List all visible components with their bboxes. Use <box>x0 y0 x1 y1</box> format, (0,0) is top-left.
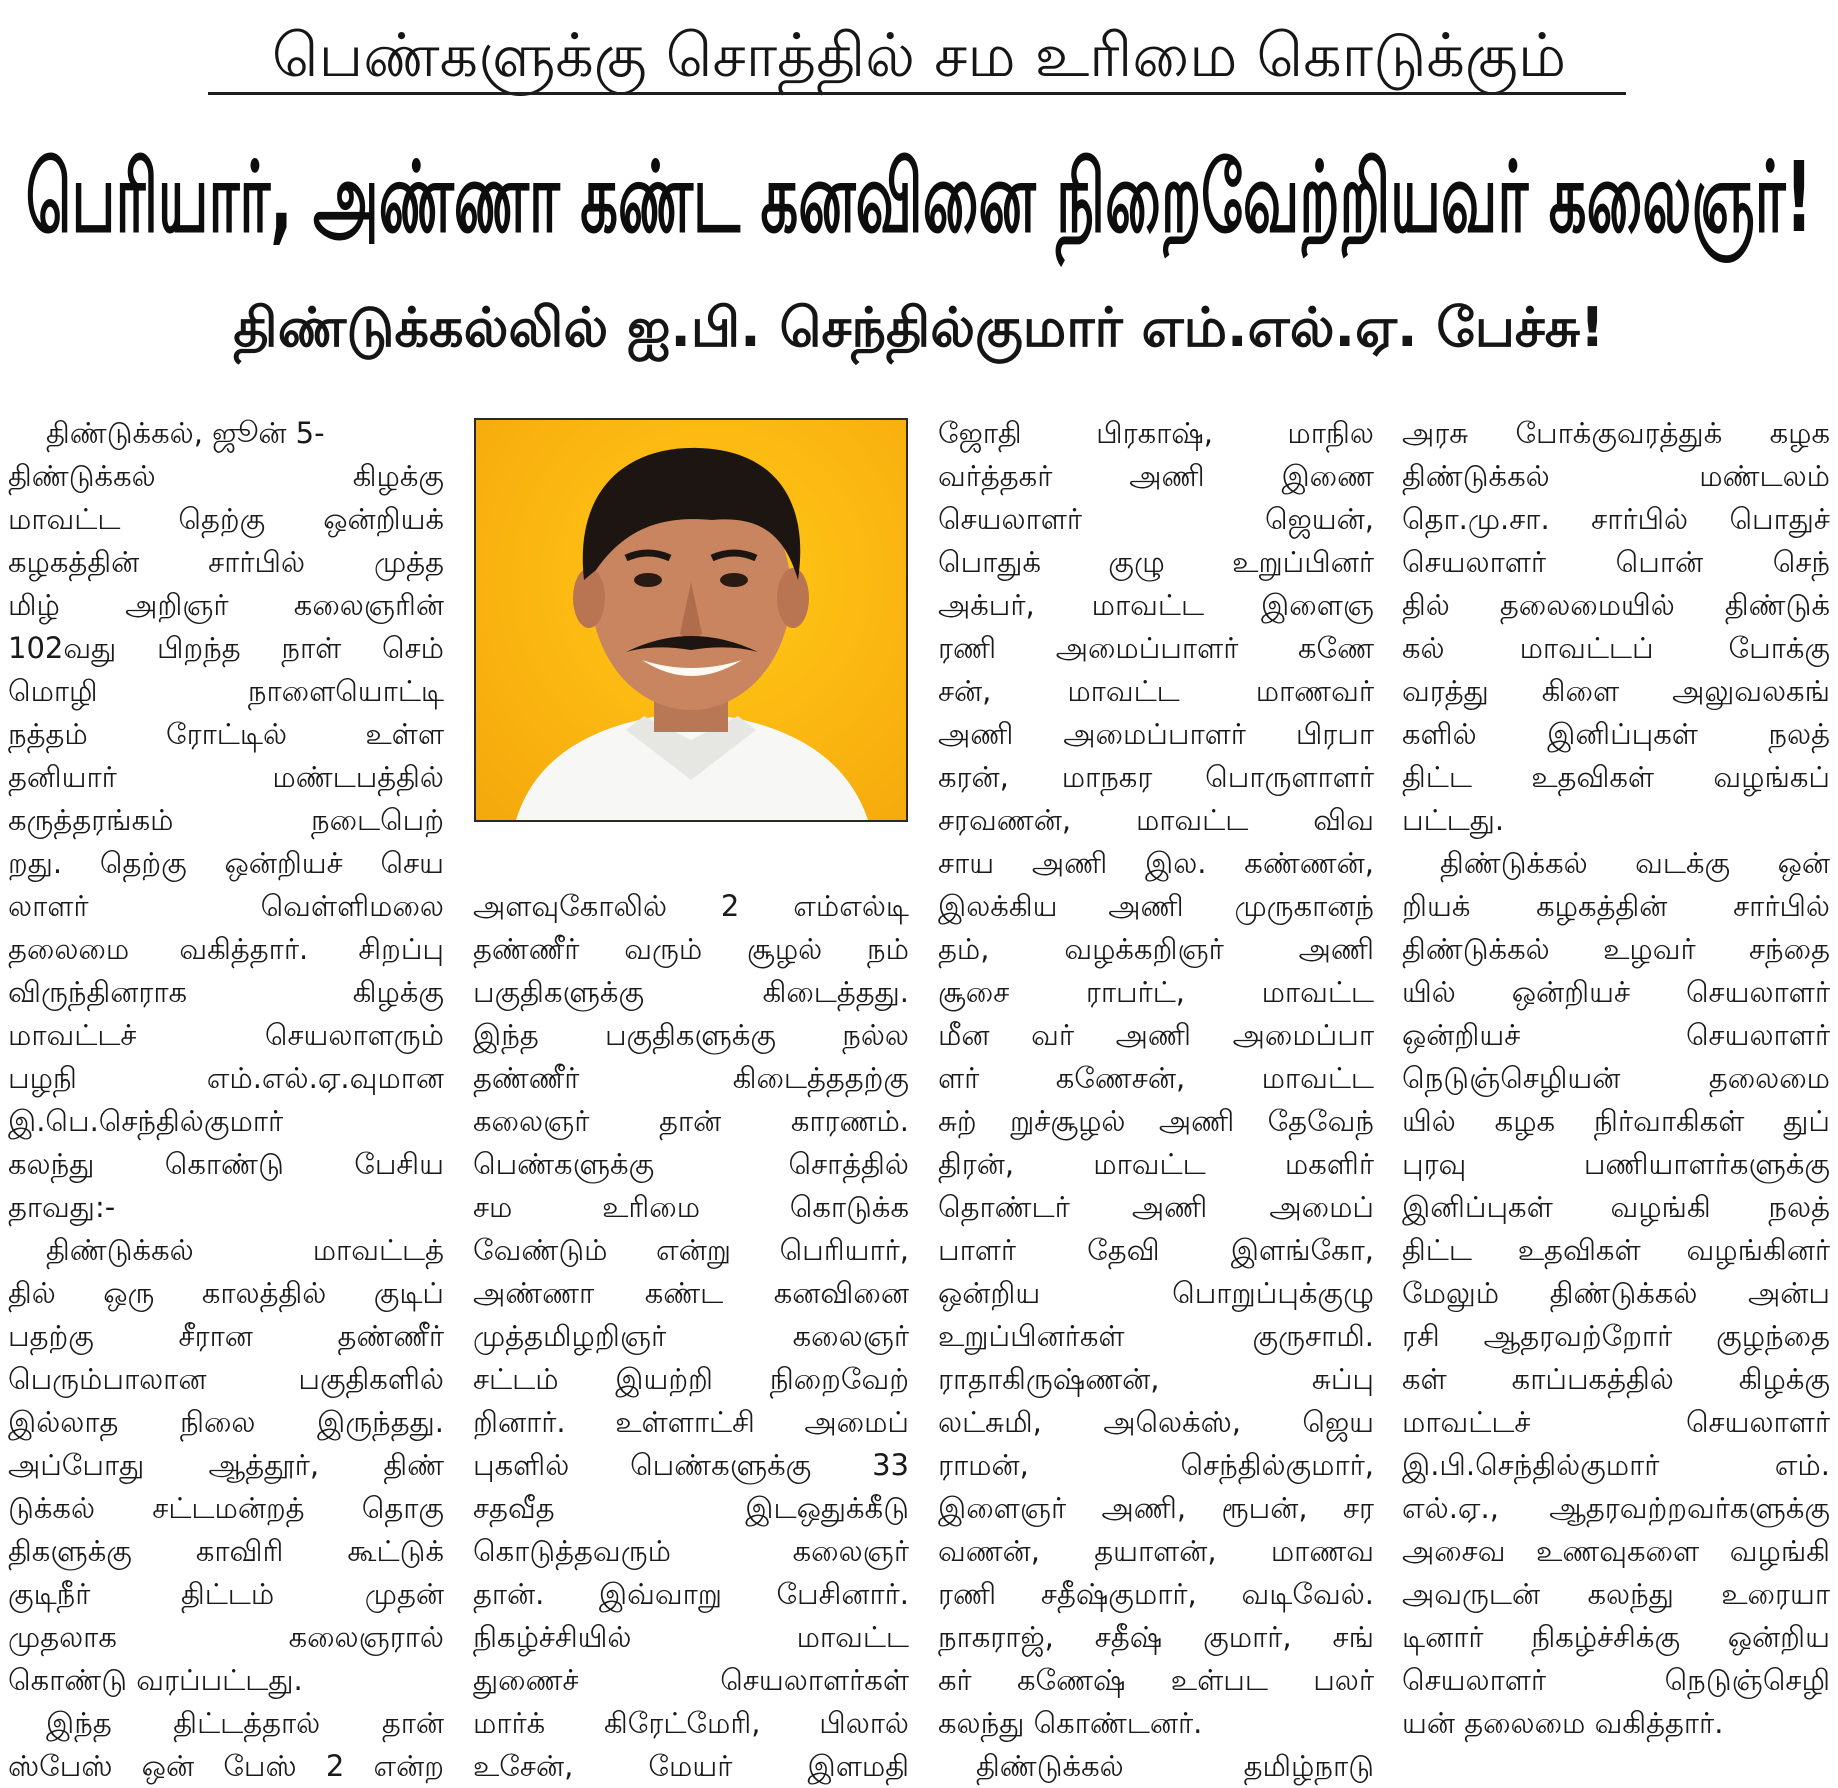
article-text-line: சதவீத இடஒதுக்கீடு <box>473 1491 909 1525</box>
article-text-line: இளைஞர் அணி, ரூபன், சர <box>938 1491 1374 1525</box>
article-text-line: ராதாகிருஷ்ணன், சுப்பு <box>938 1362 1374 1396</box>
article-text-line: ஸ்பேஸ் ஒன் பேஸ் 2 என்ற <box>8 1749 444 1783</box>
article-column-4 <box>1402 412 1830 1745</box>
article-text-line: செயலாளர் பொன் செந் <box>1402 545 1830 579</box>
article-text-line: ளர் கணேசன், மாவட்ட <box>938 1061 1374 1095</box>
article-text-line: இல்லாத நிலை இருந்தது. <box>8 1405 444 1439</box>
article-text-line: ரசி ஆதரவற்றோர் குழந்தை <box>1402 1319 1830 1353</box>
article-text-line: ஜோதி பிரகாஷ், மாநில <box>938 416 1374 450</box>
article-text-line: அப்போது ஆத்தூர், திண் <box>8 1448 444 1482</box>
article-text-line: வர்த்தகர் அணி இணை <box>938 459 1374 493</box>
article-text-line: குடிநீர் திட்டம் முதன் <box>8 1577 444 1611</box>
article-kicker: பெண்களுக்கு சொத்தில் சம உரிமை கொடுக்கும் <box>271 21 1567 91</box>
portrait-photo <box>474 418 908 822</box>
article-text-line: தில் தலைமையில் திண்டுக் <box>1402 588 1830 622</box>
article-text-line: திண்டுக்கல் மாவட்டத் <box>46 1233 444 1267</box>
article-text-line: றினார். உள்ளாட்சி அமைப் <box>473 1405 909 1439</box>
article-text-line: இ.பெ.செந்தில்குமார் <box>8 1104 284 1138</box>
article-text-line: திட்ட உதவிகள் வழங்கப் <box>1402 760 1830 794</box>
article-text-line: நிகழ்ச்சியில் மாவட்ட <box>473 1620 909 1654</box>
article-text-line: பாளர் தேவி இளங்கோ, <box>938 1233 1374 1267</box>
article-column-3 <box>938 412 1374 1788</box>
article-text-line: தொ.மு.சா. சார்பில் பொதுச் <box>1402 502 1830 536</box>
article-text-line: பகுதிகளுக்கு கிடைத்தது. <box>473 975 909 1009</box>
article-text-line: அவருடன் கலந்து உரையா <box>1402 1577 1830 1611</box>
article-text-line: திண்டுக்கல் மண்டலம் <box>1402 459 1830 493</box>
article-text-line: கழகத்தின் சார்பில் முத்த <box>8 545 444 579</box>
article-text-line: பெரும்பாலான பகுதிகளில் <box>8 1362 444 1396</box>
article-text-line: தாவது:- <box>8 1190 116 1224</box>
article-text-line: விருந்தினராக கிழக்கு <box>8 975 444 1009</box>
article-text-line: பட்டது. <box>1402 803 1505 837</box>
article-text-line: இந்த திட்டத்தால் தான் <box>46 1706 444 1740</box>
article-text-line: கொண்டு வரப்பட்டது. <box>8 1663 303 1697</box>
article-text-line: மாவட்டச் செயலாளர் <box>1402 1405 1830 1439</box>
article-text-line: 102வது பிறந்த நாள் செம் <box>8 631 444 665</box>
article-text-line: ராமன், செந்தில்குமார், <box>938 1448 1374 1482</box>
article-text-line: சுற் றுச்சூழல் அணி தேவேந் <box>938 1104 1374 1138</box>
article-text-line: திண்டுக்கல் உழவர் சந்தை <box>1402 932 1830 966</box>
article-text-line: அரசு போக்குவரத்துக் கழக <box>1402 416 1830 450</box>
article-text-line: கலந்து கொண்டனர். <box>938 1706 1203 1740</box>
article-text-line: வணன், தயாளன், மாணவ <box>938 1534 1374 1568</box>
article-text-line: மொழி நாளையொட்டி <box>8 674 444 708</box>
article-text-line: நத்தம் ரோட்டில் உள்ள <box>8 717 444 751</box>
article-text-line: திண்டுக்கல் தமிழ்நாடு <box>976 1749 1374 1783</box>
article-text-line: திகளுக்கு காவிரி கூட்டுக் <box>8 1534 444 1568</box>
article-text-line: அசைவ உணவுகளை வழங்கி <box>1402 1534 1830 1568</box>
article-text-line: பழநி எம்.எல்.ஏ.வுமான <box>8 1061 444 1095</box>
article-text-line: உசேன், மேயர் இளமதி <box>473 1749 909 1783</box>
article-text-line: கரன், மாநகர பொருளாளர் <box>938 760 1374 794</box>
article-column-1 <box>8 412 444 1788</box>
article-text-line: இலக்கிய அணி முருகானந் <box>938 889 1374 923</box>
article-text-line: எல்.ஏ., ஆதரவற்றவர்களுக்கு <box>1402 1491 1830 1525</box>
article-text-line: பெண்களுக்கு சொத்தில் <box>473 1147 909 1181</box>
article-text-line: தம், வழக்கறிஞர் அணி <box>938 932 1374 966</box>
article-text-line: இந்த பகுதிகளுக்கு நல்ல <box>473 1018 909 1052</box>
article-text-line: தனியார் மண்டபத்தில் <box>8 760 444 794</box>
article-text-line: தண்ணீர் வரும் சூழல் நம் <box>473 932 909 966</box>
article-text-line: செயலாளர் நெடுஞ்செழி <box>1402 1663 1830 1697</box>
article-text-line: கல் மாவட்டப் போக்கு <box>1402 631 1830 665</box>
article-text-line: அணி அமைப்பாளர் பிரபா <box>938 717 1374 751</box>
article-text-line: சம உரிமை கொடுக்க <box>473 1190 909 1224</box>
article-text-line: தொண்டர் அணி அமைப் <box>938 1190 1374 1224</box>
article-text-line: சட்டம் இயற்றி நிறைவேற் <box>473 1362 909 1396</box>
article-text-line: நாகராஜ், சதீஷ் குமார், சங் <box>938 1620 1374 1654</box>
article-text-line: புகளில் பெண்களுக்கு 33 <box>473 1448 909 1482</box>
article-text-line: உறுப்பினர்கள் குருசாமி. <box>938 1319 1374 1353</box>
article-text-line: பொதுக் குழு உறுப்பினர் <box>938 545 1374 579</box>
article-text-line: ரணி சதீஷ்குமார், வடிவேல். <box>938 1577 1374 1611</box>
article-text-line: முத்தமிழறிஞர் கலைஞர் <box>473 1319 909 1353</box>
article-text-line: திண்டுக்கல் கிழக்கு <box>8 459 444 493</box>
article-text-line: திட்ட உதவிகள் வழங்கினர் <box>1402 1233 1830 1267</box>
article-text-line: கொடுத்தவரும் கலைஞர் <box>473 1534 909 1568</box>
article-text-line: களில் இனிப்புகள் நலத் <box>1402 717 1830 751</box>
article-text-line: இனிப்புகள் வழங்கி நலத் <box>1402 1190 1830 1224</box>
article-text-line: சாய அணி இல. கண்ணன், <box>938 846 1374 880</box>
article-text-line: வரத்து கிளை அலுவலகங் <box>1402 674 1830 708</box>
article-text-line: திண்டுக்கல், ஜூன் 5- <box>46 416 325 450</box>
article-text-line: மாவட்டச் செயலாளரும் <box>8 1018 444 1052</box>
article-text-line: மேலும் திண்டுக்கல் அன்ப <box>1402 1276 1830 1310</box>
article-text-line: கருத்தரங்கம் நடைபெற் <box>8 803 444 837</box>
article-text-line: கர் கணேஷ் உள்பட பலர் <box>938 1663 1374 1697</box>
portrait-icon <box>476 420 906 820</box>
article-text-line: கலைஞர் தான் காரணம். <box>473 1104 909 1138</box>
article-text-line: கள் காப்பகத்தில் கிழக்கு <box>1402 1362 1830 1396</box>
article-text-line: மிழ் அறிஞர் கலைஞரின் <box>8 588 444 622</box>
article-subhead: திண்டுக்கல்லில் ஐ.பி. செந்தில்குமார் எம்.எல்.ஏ. பேச்சு! <box>233 296 1605 359</box>
article-text-line: மார்க் கிரேட்மேரி, பிலால் <box>473 1706 909 1740</box>
article-text-line: யில் கழக நிர்வாகிகள் துப் <box>1402 1104 1830 1138</box>
article-text-line: ரணி அமைப்பாளர் கணே <box>938 631 1374 665</box>
article-text-line: டுக்கல் சட்டமன்றத் தொகு <box>8 1491 444 1525</box>
article-text-line: முதலாக கலைஞரால் <box>8 1620 444 1654</box>
article-text-line: கலந்து கொண்டு பேசிய <box>8 1147 444 1181</box>
article-text-line: தண்ணீர் கிடைத்ததற்கு <box>473 1061 909 1095</box>
article-text-line: செயலாளர் ஜெயன், <box>938 502 1374 536</box>
article-text-line: யில் ஒன்றியச் செயலாளர் <box>1402 975 1830 1009</box>
article-text-line: லட்சுமி, அலெக்ஸ், ஜெய <box>938 1405 1374 1439</box>
article-text-line: றது. தெற்கு ஒன்றியச் செய <box>8 846 444 880</box>
article-text-line: நெடுஞ்செழியன் தலைமை <box>1402 1061 1830 1095</box>
article-text-line: பதற்கு சீரான தண்ணீர் <box>8 1319 444 1353</box>
article-headline: பெரியார், அண்ணா கண்ட கனவினை நிறைவேற்றியவர் கலைஞர்! <box>25 140 1813 255</box>
article-column-2 <box>473 885 909 1788</box>
article-text-line: ஒன்றியச் செயலாளர் <box>1402 1018 1830 1052</box>
article-text-line: லாளர் வெள்ளிமலை <box>8 889 444 923</box>
article-text-line: டினார் நிகழ்ச்சிக்கு ஒன்றிய <box>1402 1620 1830 1654</box>
article-text-line: அக்பர், மாவட்ட இளைஞ <box>938 588 1374 622</box>
article-text-line: ஒன்றிய பொறுப்புக்குழு <box>938 1276 1374 1310</box>
article-text-line: யன் தலைமை வகித்தார். <box>1402 1706 1724 1740</box>
article-text-line: துணைச் செயலாளர்கள் <box>473 1663 909 1697</box>
article-text-line: சரவணன், மாவட்ட விவ <box>938 803 1374 837</box>
article-text-line: தான். இவ்வாறு பேசினார். <box>473 1577 909 1611</box>
article-text-line: மாவட்ட தெற்கு ஒன்றியக் <box>8 502 444 536</box>
article-text-line: திரன், மாவட்ட மகளிர் <box>938 1147 1374 1181</box>
article-text-line: புரவு பணியாளர்களுக்கு <box>1402 1147 1830 1181</box>
article-text-line: அண்ணா கண்ட கனவினை <box>473 1276 909 1310</box>
article-text-line: தலைமை வகித்தார். சிறப்பு <box>8 932 444 966</box>
article-text-line: இ.பி.செந்தில்குமார் எம். <box>1402 1448 1830 1482</box>
article-text-line: அளவுகோலில் 2 எம்எல்டி <box>473 889 909 923</box>
article-text-line: சன், மாவட்ட மாணவர் <box>938 674 1374 708</box>
article-text-line: வேண்டும் என்று பெரியார், <box>473 1233 909 1267</box>
article-text-line: திண்டுக்கல் வடக்கு ஒன் <box>1440 846 1830 880</box>
article-text-line: சூசை ராபர்ட், மாவட்ட <box>938 975 1374 1009</box>
article-text-line: தில் ஒரு காலத்தில் குடிப் <box>8 1276 444 1310</box>
article-text-line: றியக் கழகத்தின் சார்பில் <box>1402 889 1830 923</box>
article-text-line: மீன வர் அணி அமைப்பா <box>938 1018 1374 1052</box>
